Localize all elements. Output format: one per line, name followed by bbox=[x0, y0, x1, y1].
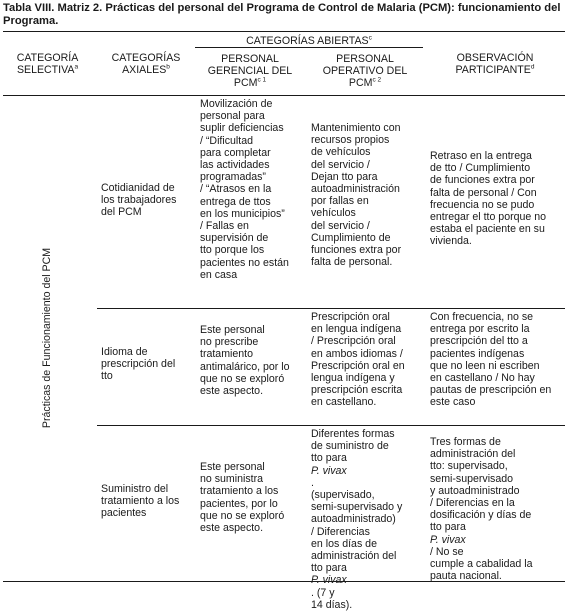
rule-top bbox=[3, 31, 565, 32]
header-management-staff: PERSONAL GERENCIAL DEL $PCM^{c 1}$ bbox=[207, 53, 293, 90]
row3-operative: Diferentes formas de suministro de tto para P. vivax . (supervisado, semi-supervisado y autoadministrado) / Diferencias en los días de administración del tto para P. vivax . (7 y 14 días). bbox=[311, 428, 403, 611]
header-selective-category: CATEGORÍA SELECTIVA$^a$ bbox=[16, 52, 79, 77]
selective-category-label: Prácticas de Funcionamiento del PCM bbox=[41, 247, 53, 429]
header-open-categories: CATEGORÍAS ABIERTAS$^c$ bbox=[246, 34, 372, 47]
rule-header-bottom bbox=[3, 95, 565, 96]
rule-row1-bottom bbox=[97, 308, 565, 309]
row3-axial: Suministro del tratamiento a los pacientes bbox=[101, 483, 180, 520]
row2-management: Este personal no prescribe tratamiento antimalárico, por lo que no se exploró este aspecto. bbox=[200, 324, 290, 398]
rule-row2-bottom bbox=[97, 425, 565, 426]
row1-observation: Retraso en la entrega de tto / Cumplimiento de funciones extra por falta de personal / Con frecuencia no se pudo entregar el tto porque no estaba el paciente en su vivienda. bbox=[430, 150, 547, 248]
row3-observation: Tres formas de administración del tto: supervisado, semi-supervisado y autoadministrado / Diferencias en la dosificación y días de tto para P. vivax / No se cumple a cabalidad la pauta nacional. bbox=[430, 436, 533, 583]
header-participant-observation: OBSERVACIÓN PARTICIPANTE$^d$ bbox=[455, 52, 535, 77]
row1-management: Movilización de personal para suplir deficiencias / “Dificultad para completar las actividades programadas” / “Atrasos en la entrega de ttos en los municipios” / Fallas en supervisión de tto porque los pacientes no están en casa bbox=[200, 98, 289, 281]
row2-axial: Idioma de prescripción del tto bbox=[101, 346, 176, 383]
header-axial-categories: CATEGORÍAS AXIALES$^b$ bbox=[111, 52, 181, 77]
row1-axial: Cotidianidad de los trabajadores del PCM bbox=[101, 182, 177, 219]
header-operative-staff: PERSONAL OPERATIVO DEL $PCM^{c 2}$ bbox=[322, 53, 408, 90]
row1-operative: Mantenimiento con recursos propios de vehículos del servicio / Dejan tto para autoadministración por fallas en vehículos del servicio / Cumplimiento de funciones extra por falta de personal. bbox=[311, 122, 402, 269]
row3-management: Este personal no suministra tratamiento a los pacientes, por lo que no se exploró este aspecto. bbox=[200, 461, 285, 535]
row2-observation: Con frecuencia, no se entrega por escrito la prescripción del tto a pacientes indígenas que no leen ni escriben en castellano / No hay pautas de prescripción en este caso bbox=[430, 311, 552, 409]
table-title: Tabla VIII. Matriz 2. Prácticas del personal del Programa de Control de Malaria (PCM): funcionamiento del Programa. bbox=[3, 2, 561, 27]
row2-operative: Prescripción oral en lengua indígena / Prescripción oral en ambos idiomas / Prescripción oral en lengua indígena y prescripción escrita en castellano. bbox=[311, 311, 405, 409]
